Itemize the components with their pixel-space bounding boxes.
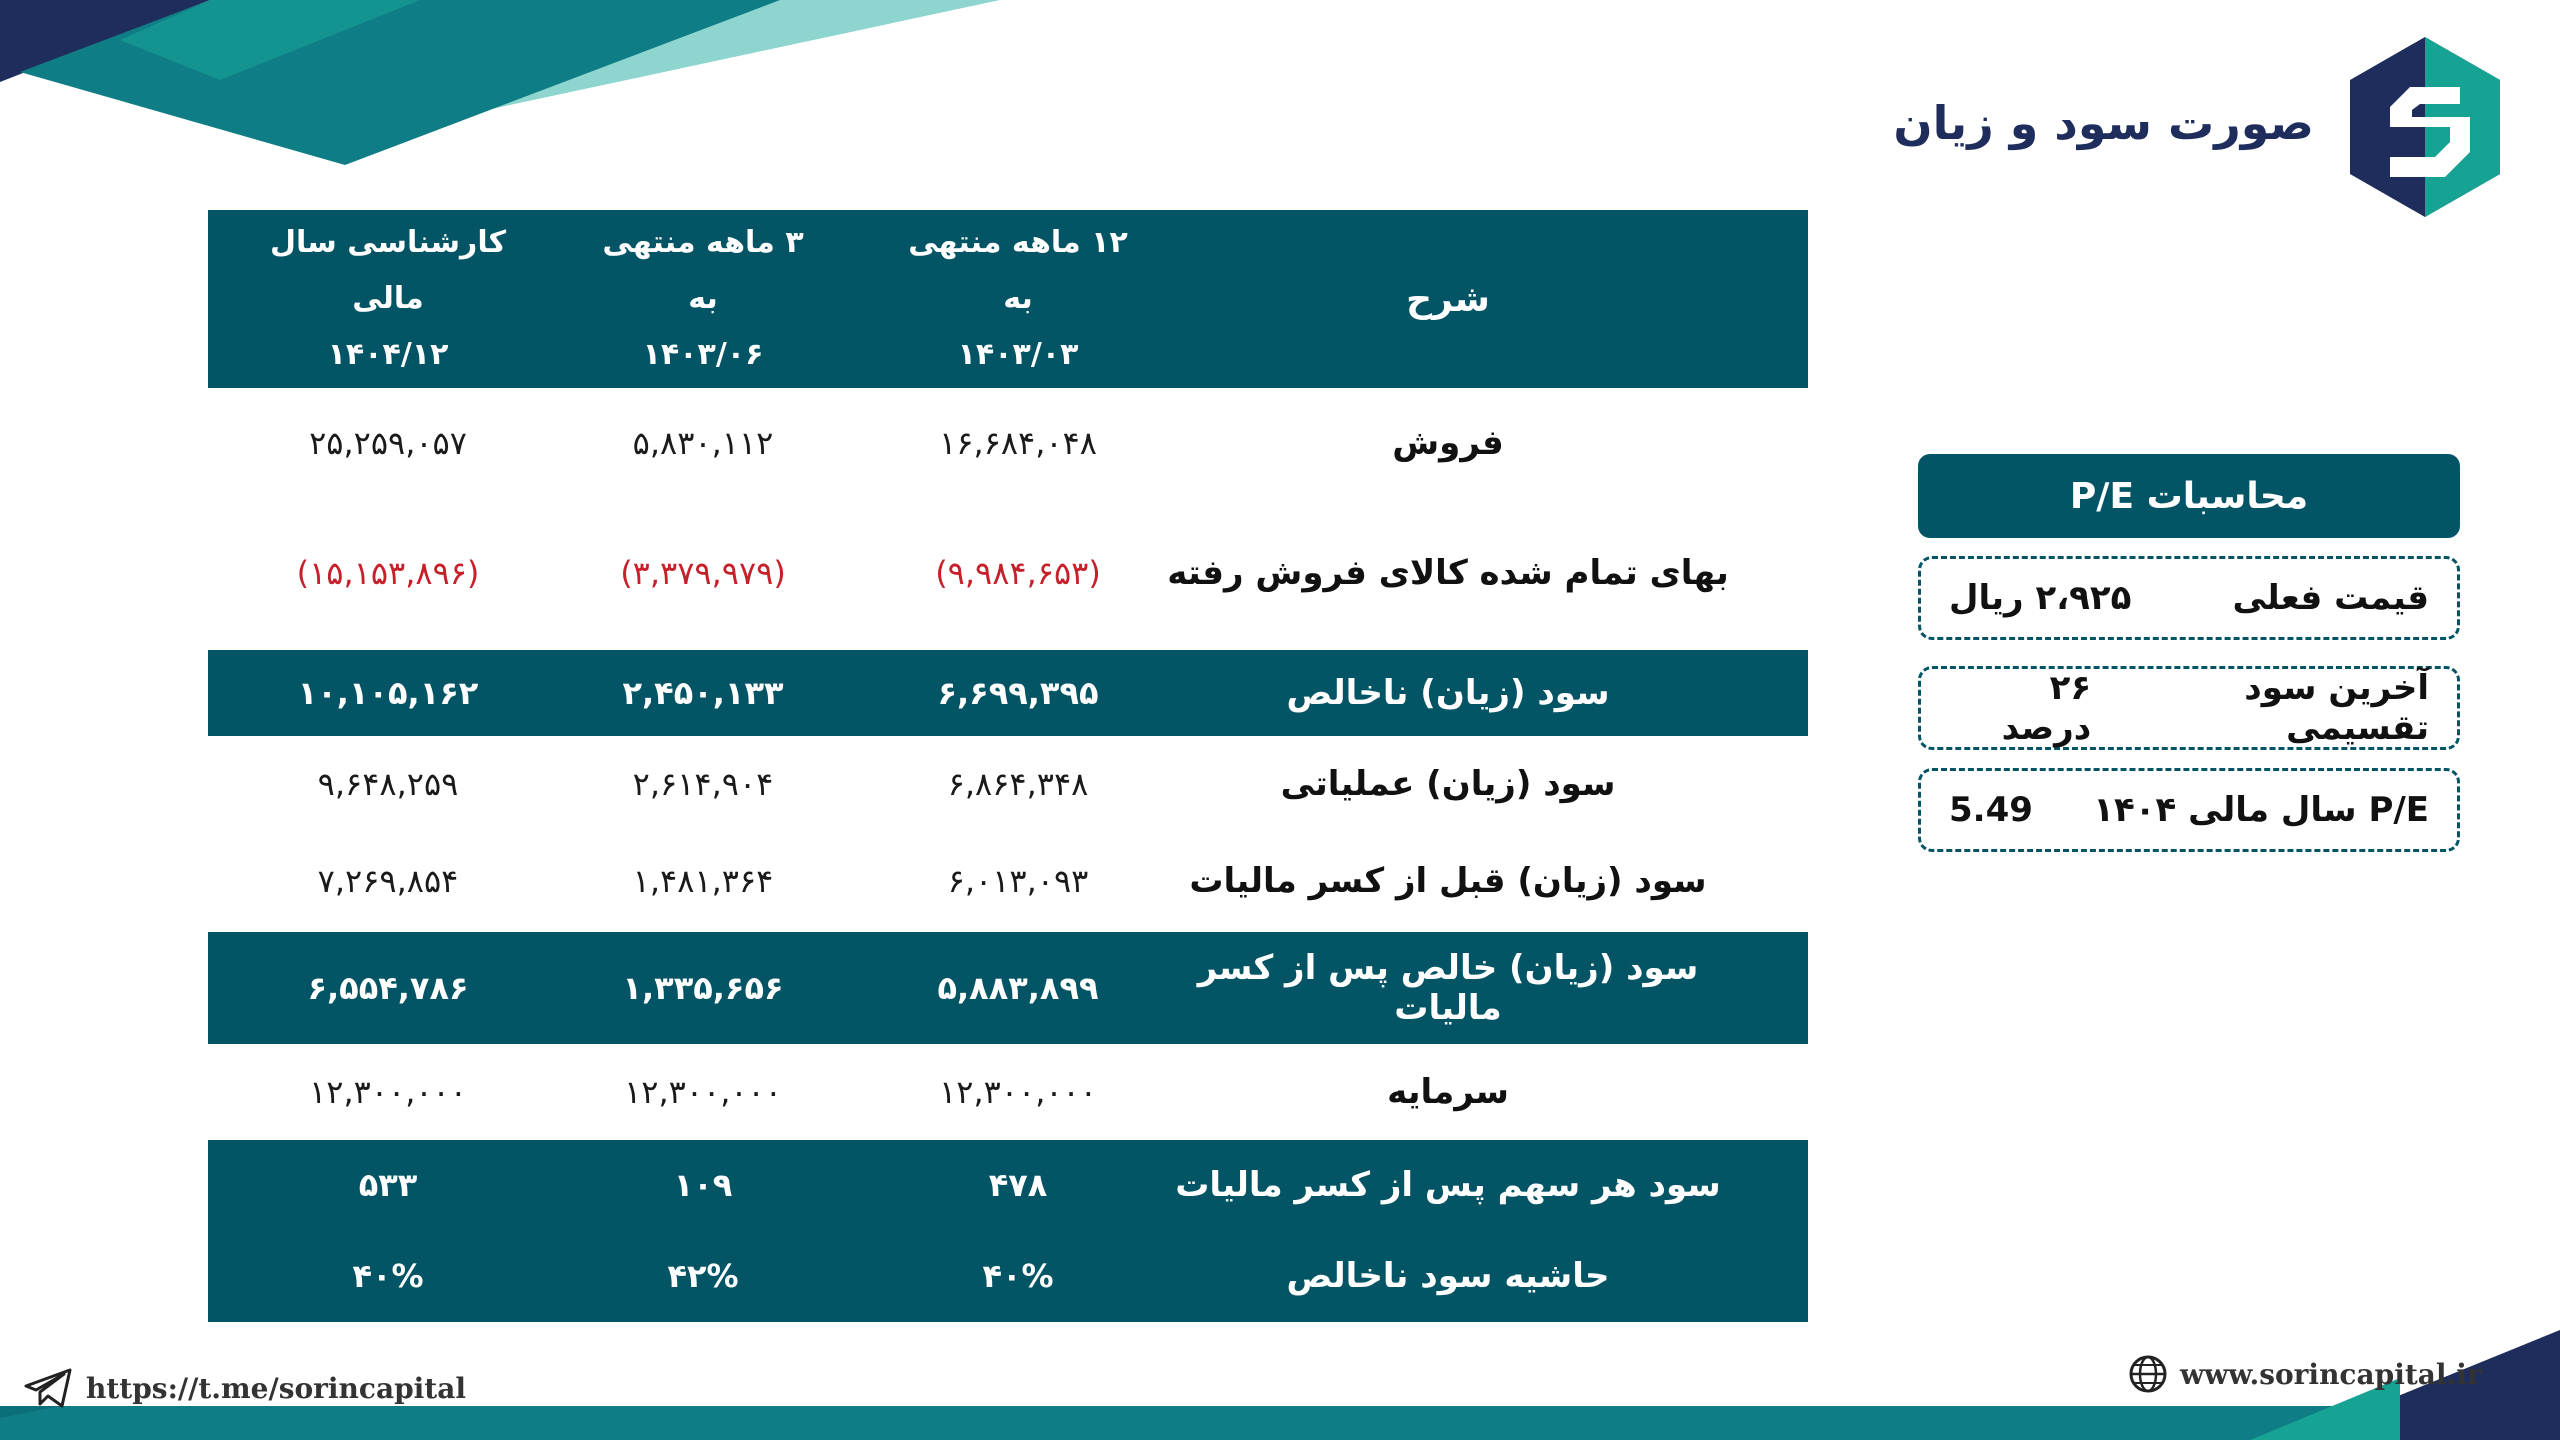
pe-ratio: [1918, 768, 2460, 852]
header-desc: شرح: [1406, 278, 1490, 320]
row-label: سود (زیان) ناخالص: [1286, 673, 1610, 713]
row-value-12m: ۶,۰۱۳,۰۹۳: [947, 862, 1089, 900]
row-label: سود (زیان) عملیاتی: [1280, 764, 1616, 804]
row-value-forecast: ۲۵,۲۵۹,۰۵۷: [309, 424, 467, 462]
globe-icon: [2128, 1354, 2168, 1394]
table-row-net-profit: [208, 932, 1808, 1044]
telegram-link[interactable]: [24, 1366, 466, 1410]
row-label: حاشیه سود ناخالص: [1286, 1256, 1610, 1296]
pe-item-value: 5.49: [1949, 790, 2033, 830]
row-label: سود (زیان) قبل از کسر مالیات: [1189, 861, 1707, 901]
header-3-month: [583, 210, 823, 388]
row-value-forecast: ۷,۲۶۹,۸۵۴: [317, 862, 459, 900]
row-value-forecast: ۱۰,۱۰۵,۱۶۲: [297, 674, 479, 712]
pe-panel-title: محاسبات P/E: [1918, 454, 2460, 538]
row-value-3m: ۱,۴۸۱,۳۶۴: [632, 862, 774, 900]
page-title: صورت سود و زیان: [1893, 96, 2314, 150]
pe-last-dividend: [1918, 666, 2460, 750]
row-value-3m: ۲,۴۵۰,۱۳۳: [622, 674, 784, 712]
row-value-forecast: (۱۵,۱۵۳,۸۹۶): [296, 554, 480, 592]
row-label: سرمایه: [1387, 1072, 1509, 1112]
table-row-capital: [208, 1044, 1808, 1140]
row-value-3m: ۵,۸۳۰,۱۱۲: [632, 424, 774, 462]
website-url[interactable]: www.sorincapital.ir: [2180, 1357, 2482, 1391]
row-value-12m: ۱۲,۳۰۰,۰۰۰: [939, 1073, 1097, 1111]
row-value-3m: ۱۰۹: [673, 1166, 733, 1204]
row-value-12m: ۱۶,۶۸۴,۰۴۸: [939, 424, 1097, 462]
header-forecast-label: کارشناسی سال مالی: [269, 225, 507, 316]
row-value-12m: ۵,۸۸۳,۸۹۹: [937, 969, 1099, 1007]
row-label: فروش: [1392, 423, 1504, 463]
table-header-row: [208, 210, 1808, 388]
row-value-forecast: ۵۳۳: [358, 1166, 418, 1204]
pe-item-value: ۲۶ درصد: [2001, 668, 2092, 748]
pe-item-label: قیمت فعلی: [2232, 578, 2429, 618]
row-value-12m: ۴۷۸: [988, 1166, 1048, 1204]
header-3-month-label: ۳ ماهه منتهی به: [602, 225, 804, 316]
header-12-month-label: ۱۲ ماهه منتهی به: [908, 225, 1128, 316]
table-row-sales: [208, 388, 1808, 498]
row-value-12m: ۴۰%: [982, 1257, 1054, 1295]
row-value-3m: ۲,۶۱۴,۹۰۴: [632, 765, 774, 803]
income-statement-table: [208, 210, 1808, 1322]
table-row-cogs: [208, 498, 1808, 648]
header-12-month-date: ۱۴۰۳/۰۳: [957, 337, 1079, 372]
table-row-eps: [208, 1140, 1808, 1230]
telegram-icon: [24, 1368, 74, 1408]
logo-icon: [2340, 32, 2510, 222]
pe-item-label: آخرین سود تقسیمی: [2244, 668, 2429, 748]
header-forecast-date: ۱۴۰۴/۱۲: [327, 337, 449, 372]
row-value-3m: ۴۲%: [667, 1257, 739, 1295]
header-forecast: [248, 210, 528, 388]
row-value-12m: (۹,۹۸۴,۶۵۳): [935, 554, 1101, 592]
row-value-12m: ۶,۸۶۴,۳۴۸: [947, 765, 1089, 803]
row-value-forecast: ۶,۵۵۴,۷۸۶: [307, 969, 469, 1007]
table-row-profit-before-tax: [208, 832, 1808, 930]
row-value-3m: ۱۲,۳۰۰,۰۰۰: [624, 1073, 782, 1111]
row-label: بهای تمام شده کالای فروش رفته: [1167, 553, 1729, 593]
row-value-3m: ۱,۳۳۵,۶۵۶: [622, 969, 784, 1007]
row-value-forecast: ۴۰%: [352, 1257, 424, 1295]
pe-current-price: [1918, 556, 2460, 640]
row-value-forecast: ۹,۶۴۸,۲۵۹: [317, 765, 459, 803]
pe-item-value: ۲،۹۲۵ ریال: [1949, 578, 2132, 618]
row-label: سود هر سهم پس از کسر مالیات: [1175, 1165, 1721, 1205]
top-decoration: [0, 0, 1000, 170]
header-3-month-date: ۱۴۰۳/۰۶: [642, 337, 764, 372]
header-12-month: [898, 210, 1138, 388]
telegram-url[interactable]: https://t.me/sorincapital: [86, 1371, 467, 1405]
website-link[interactable]: [2128, 1352, 2482, 1396]
row-value-3m: (۳,۳۷۹,۹۷۹): [620, 554, 786, 592]
row-label: سود (زیان) خالص پس از کسر مالیات: [1197, 948, 1699, 1028]
row-value-forecast: ۱۲,۳۰۰,۰۰۰: [309, 1073, 467, 1111]
table-row-gross-profit: [208, 650, 1808, 736]
table-row-operating-profit: [208, 736, 1808, 832]
row-value-12m: ۶,۶۹۹,۳۹۵: [937, 674, 1099, 712]
pe-item-label: P/E سال مالی ۱۴۰۴: [2093, 790, 2429, 830]
